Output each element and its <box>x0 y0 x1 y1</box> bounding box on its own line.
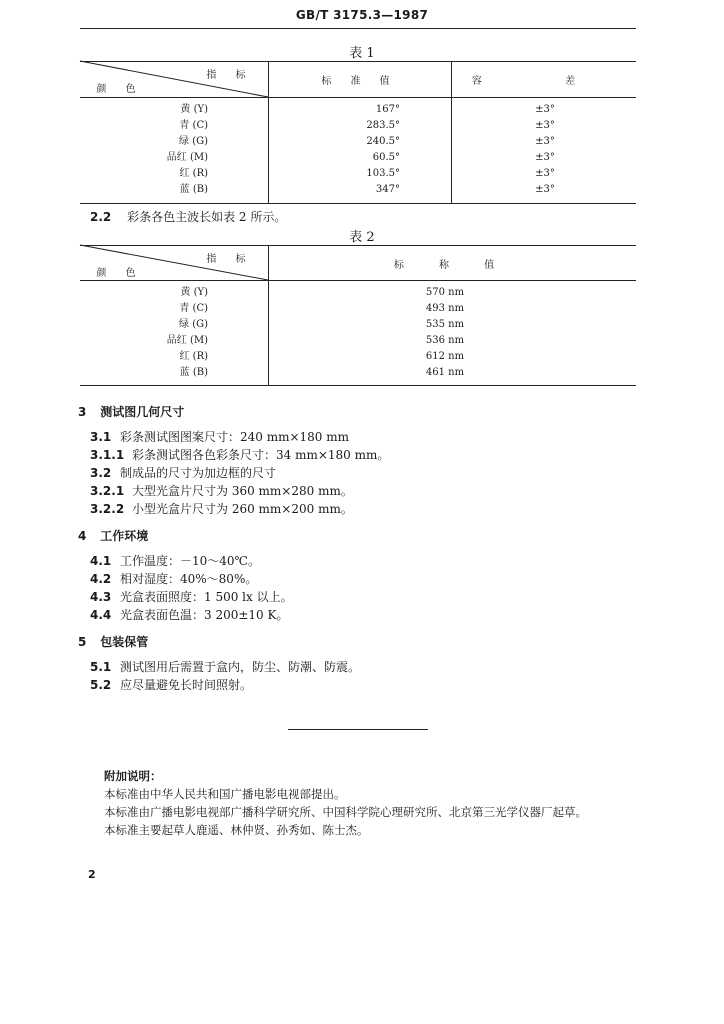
clause-4-1 <box>90 552 260 569</box>
clause-text: 应尽量避免长时间照射。 <box>120 678 253 692</box>
clause-3-2 <box>90 464 276 481</box>
table-row: 蓝 (B) <box>179 184 208 195</box>
clause-text: 彩条测试图各色彩条尺寸：34 mm×180 mm。 <box>132 448 390 462</box>
clause-3-1 <box>90 428 349 445</box>
section-4-heading <box>78 527 148 544</box>
table-row: 黄 (Y) <box>180 287 208 298</box>
clause-text: 工作温度：－10～40℃。 <box>120 554 260 568</box>
table-row: 黄 (Y) <box>180 104 208 115</box>
clause-3-2-2 <box>90 500 353 517</box>
table-row: ±3° <box>535 120 555 131</box>
table2-bottom-rule <box>80 385 636 386</box>
table1-header-color: 颜 色 <box>96 84 144 95</box>
clause-text: 小型光盒片尺寸为 260 mm×200 mm。 <box>132 502 353 516</box>
table-row: 536 nm <box>425 335 465 346</box>
table-row: 240.5° <box>366 136 400 147</box>
table2-value-column <box>415 285 475 381</box>
table-row: 蓝 (B) <box>179 367 208 378</box>
clause-number: 3.1 <box>90 430 112 444</box>
table1-header-value: 标 准 值 <box>321 76 398 87</box>
section-5-heading <box>78 633 148 650</box>
table-row: 青 (C) <box>179 120 208 131</box>
table-row: 品红 (M) <box>166 152 208 163</box>
table-row: ±3° <box>535 168 555 179</box>
clause-text: 测试图用后需置于盒内，防尘、防潮、防震。 <box>120 660 361 674</box>
table1-header-rule <box>80 97 636 98</box>
note-line-drafters: 本标准由广播电影电视部广播科学研究所、中国科学院心理研究所、北京第三光学仪器厂起草。 <box>104 805 587 819</box>
clause-number: 3.2.2 <box>90 502 125 516</box>
end-separator <box>288 729 428 730</box>
table1-header-index: 指 标 <box>206 70 254 81</box>
paragraph-text: 彩条各色主波长如表 2 所示。 <box>127 210 287 224</box>
table-row: 红 (R) <box>179 351 208 362</box>
clause-3-1-1 <box>90 446 389 463</box>
table-row: 570 nm <box>425 287 465 298</box>
clause-number: 5.2 <box>90 678 112 692</box>
note-line-authors: 本标准主要起草人鹿遥、林仲贤、孙秀如、陈士杰。 <box>104 823 369 837</box>
table1-value-column <box>330 102 400 198</box>
clause-number: 4.4 <box>90 608 112 622</box>
table2-title: 表 2 <box>349 230 375 245</box>
section-number: 3 <box>78 405 87 419</box>
table-row: ±3° <box>535 152 555 163</box>
clause-number: 3.2 <box>90 466 112 480</box>
paragraph-2-2 <box>90 208 286 225</box>
table-row: 612 nm <box>425 351 465 362</box>
clause-4-3 <box>90 588 293 605</box>
clause-5-1 <box>90 658 360 675</box>
clause-number: 4.3 <box>90 590 112 604</box>
table-row: 461 nm <box>425 367 465 378</box>
clause-5-2 <box>90 676 252 693</box>
table-row: 绿 (G) <box>179 319 208 330</box>
section-title: 工作环境 <box>100 529 149 543</box>
table-row: 493 nm <box>425 303 465 314</box>
clause-text: 彩条测试图图案尺寸：240 mm×180 mm <box>120 430 350 444</box>
paragraph-number: 2.2 <box>90 210 112 224</box>
table1-tolerance-column <box>520 102 570 198</box>
table-row: 347° <box>375 184 400 195</box>
table-row: 103.5° <box>366 168 400 179</box>
clause-text: 大型光盒片尺寸为 360 mm×280 mm。 <box>132 484 353 498</box>
section-title: 测试图几何尺寸 <box>100 405 185 419</box>
table-row: 红 (R) <box>179 168 208 179</box>
table1-color-column <box>128 102 208 198</box>
clause-4-4 <box>90 606 288 623</box>
table-row: 品红 (M) <box>166 335 208 346</box>
table1-header-tolerance: 容 差 <box>471 76 616 87</box>
note-line-proposer: 本标准由中华人民共和国广播电影电视部提出。 <box>104 787 346 801</box>
table-row: ±3° <box>535 136 555 147</box>
clause-text: 光盒表面照度：1 500 lx 以上。 <box>120 590 293 604</box>
table-row: 167° <box>375 104 400 115</box>
standard-code-header: GB/T 3175.3—1987 <box>295 8 429 22</box>
clause-number: 4.2 <box>90 572 112 586</box>
section-number: 4 <box>78 529 87 543</box>
table-row: ±3° <box>535 184 555 195</box>
table-row: 60.5° <box>372 152 400 163</box>
table-row: 535 nm <box>425 319 465 330</box>
table2-color-column <box>128 285 208 381</box>
table1-bottom-rule <box>80 203 636 204</box>
section-number: 5 <box>78 635 87 649</box>
clause-number: 4.1 <box>90 554 112 568</box>
header-rule <box>80 28 636 29</box>
notes-title: 附加说明： <box>104 769 162 783</box>
clause-number: 5.1 <box>90 660 112 674</box>
table2-header-index: 指 标 <box>206 254 254 265</box>
table2-header-rule <box>80 280 636 281</box>
clause-text: 相对湿度：40%～80%。 <box>120 572 258 586</box>
table-row: 283.5° <box>366 120 400 131</box>
clause-3-2-1 <box>90 482 353 499</box>
table-row: ±3° <box>535 104 555 115</box>
section-3-heading <box>78 403 184 420</box>
table1-title: 表 1 <box>349 46 375 61</box>
section-title: 包装保管 <box>100 635 149 649</box>
clause-number: 3.2.1 <box>90 484 125 498</box>
table2-header-value: 标 称 值 <box>393 260 511 271</box>
clause-4-2 <box>90 570 257 587</box>
table-row: 绿 (G) <box>179 136 208 147</box>
clause-text: 光盒表面色温：3 200±10 K。 <box>120 608 289 622</box>
page-number: 2 <box>88 868 96 881</box>
table2-header-color: 颜 色 <box>96 268 144 279</box>
clause-text: 制成品的尺寸为加边框的尺寸 <box>120 466 277 480</box>
table-row: 青 (C) <box>179 303 208 314</box>
clause-number: 3.1.1 <box>90 448 125 462</box>
